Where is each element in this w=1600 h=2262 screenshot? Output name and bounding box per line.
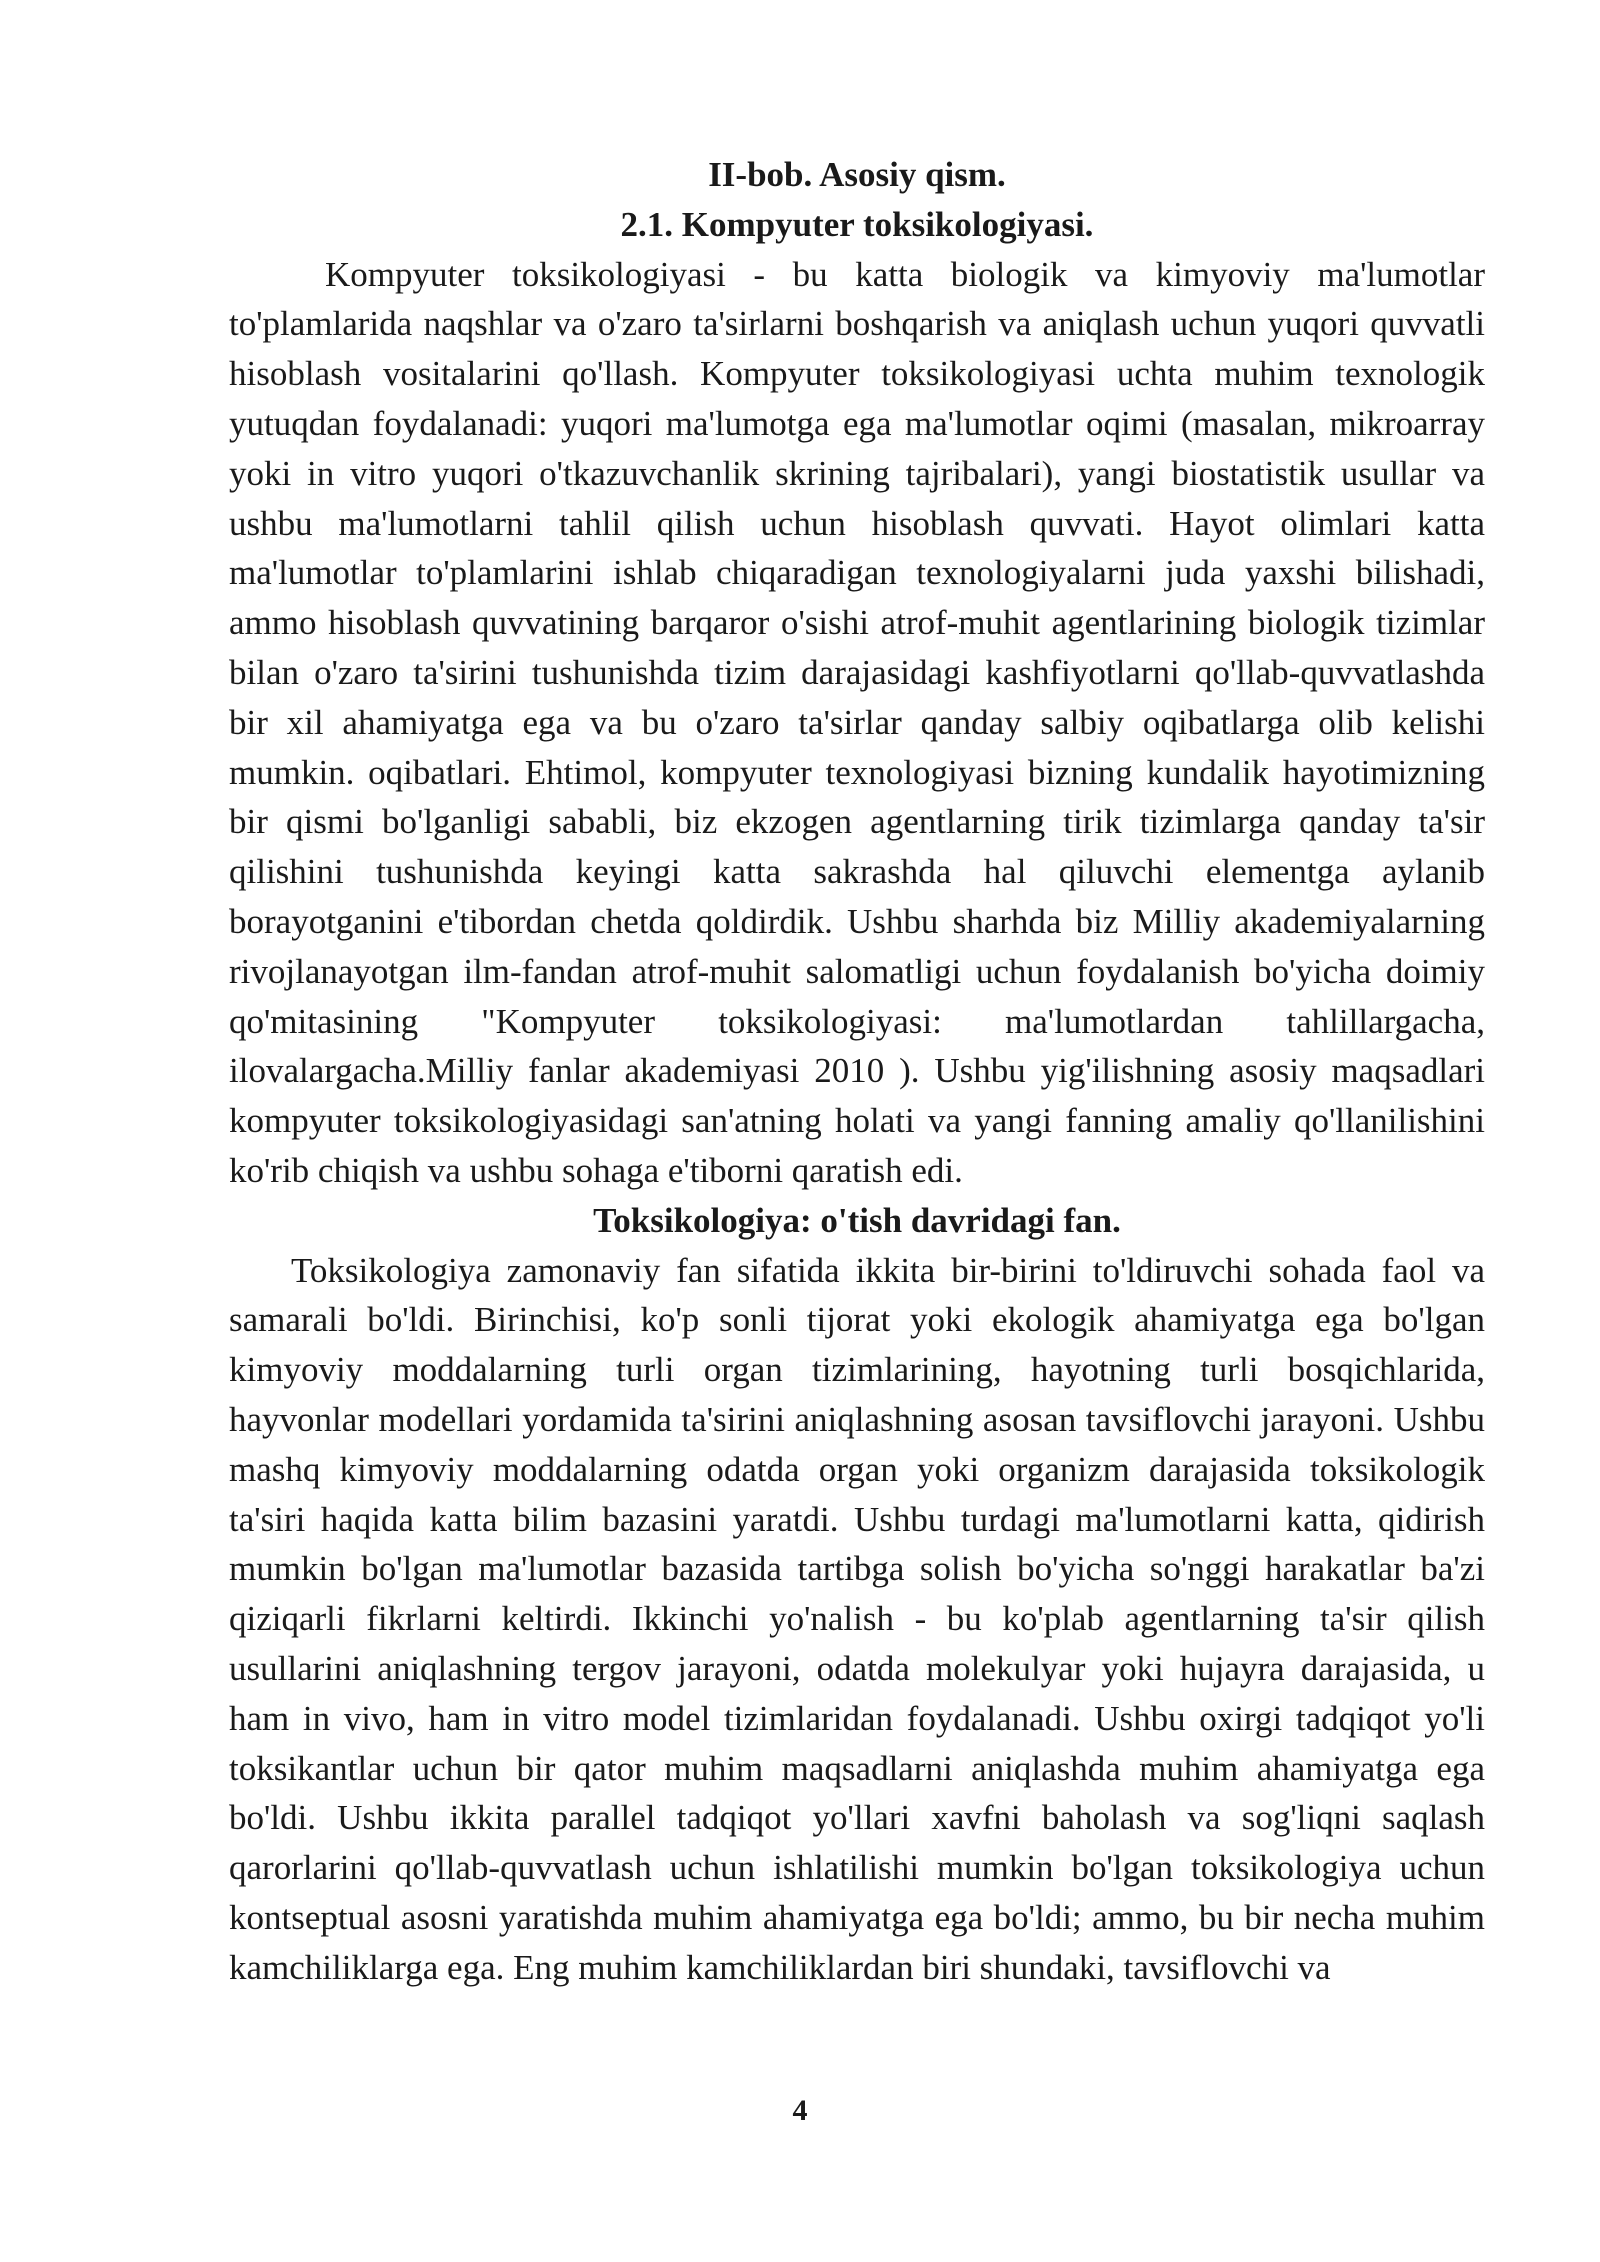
- section-title: 2.1. Kompyuter toksikologiyasi.: [620, 204, 1094, 244]
- page-number: 4: [792, 2094, 808, 2127]
- chapter-title: II-bob. Asosiy qism.: [708, 155, 1006, 194]
- document-page: [229, 150, 1485, 1992]
- body-paragraph-2: Toksikologiya zamonaviy fan sifatida ikkita bir-birini to'ldiruvchi sohada faol va samarali bo'ldi. Birinchisi, ko'p sonli tijorat yoki ekologik ahamiyatga ega bo'lgan kimyoviy moddalarning turli organ tizimlarining, hayotning turli bosqichlarida, hayvonlar modellari yordamida ta'sirini aniqlashning asosan tavsiflovchi jarayoni. Ushbu mashq kimyoviy moddalarning odatda organ yoki organizm darajasida toksikologik ta'siri haqida katta bilim bazasini yaratdi. Ushbu turdagi ma'lumotlarni katta, qidirish mumkin bo'lgan ma'lumotlar bazasida tartibga solish bo'yicha so'nggi harakatlar ba'zi qiziqarli fikrlarni keltirdi. Ikkinchi yo'nalish - bu ko'plab agentlarning ta'sir qilish usullarini aniqlashning tergov jarayoni, odatda molekulyar yoki hujayra darajasida, u ham in vivo, ham in vitro model tizimlaridan foydalanadi. Ushbu oxirgi tadqiqot yo'li toksikantlar uchun bir qator muhim maqsadlarni aniqlashda muhim ahamiyatga ega bo'ldi. Ushbu ikkita parallel tadqiqot yo'llari xavfni baholash va sog'liqni saqlash qarorlarini qo'llab-quvvatlash uchun ishlatilishi mumkin bo'lgan toksikologiya uchun kontseptual asosni yaratishda muhim ahamiyatga ega bo'ldi; ammo, bu bir necha muhim kamchiliklarga ega. Eng muhim kamchiliklardan biri shundaki, tavsiflovchi va: [229, 1250, 1485, 1987]
- body-paragraph-1: Kompyuter toksikologiyasi - bu katta biologik va kimyoviy ma'lumotlar to'plamlarida naqshlar va o'zaro ta'sirlarni boshqarish va aniqlash uchun yuqori quvvatli hisoblash vositalarini qo'llash. Kompyuter toksikologiyasi uchta muhim texnologik yutuqdan foydalanadi: yuqori ma'lumotga ega ma'lumotlar oqimi (masalan, mikroarray yoki in vitro yuqori o'tkazuvchanlik skrining tajribalari), yangi biostatistik usullar va ushbu ma'lumotlarni tahlil qilish uchun hisoblash quvvati. Hayot olimlari katta ma'lumotlar to'plamlarini ishlab chiqaradigan texnologiyalarni juda yaxshi bilishadi, ammo hisoblash quvvatining barqaror o'sishi atrof-muhit agentlarining biologik tizimlar bilan o'zaro ta'sirini tushunishda tizim darajasidagi kashfiyotlarni qo'llab-quvvatlashda bir xil ahamiyatga ega va bu o'zaro ta'sirlar qanday salbiy oqibatlarga olib kelishi mumkin. oqibatlari. Ehtimol, kompyuter texnologiyasi bizning kundalik hayotimizning bir qismi bo'lganligi sababli, biz ekzogen agentlarning tirik tizimlarga qanday ta'sir qilishini tushunishda keyingi katta sakrashda hal qiluvchi elementga aylanib borayotganini e'tibordan chetda qoldirdik. Ushbu sharhda biz Milliy akademiyalarning rivojlanayotgan ilm-fandan atrof-muhit salomatligi uchun foydalanish bo'yicha doimiy qo'mitasining "Kompyuter toksikologiyasi: ma'lumotlardan tahlillargacha, ilovalargacha.Milliy fanlar akademiyasi 2010 ). Ushbu yig'ilishning asosiy maqsadlari kompyuter toksikologiyasidagi san'atning holati va yangi fanning amaliy qo'llanilishini ko'rib chiqish va ushbu sohaga e'tiborni qaratish edi.: [229, 254, 1485, 1190]
- subheading: Toksikologiya: o'tish davridagi fan.: [593, 1200, 1121, 1240]
